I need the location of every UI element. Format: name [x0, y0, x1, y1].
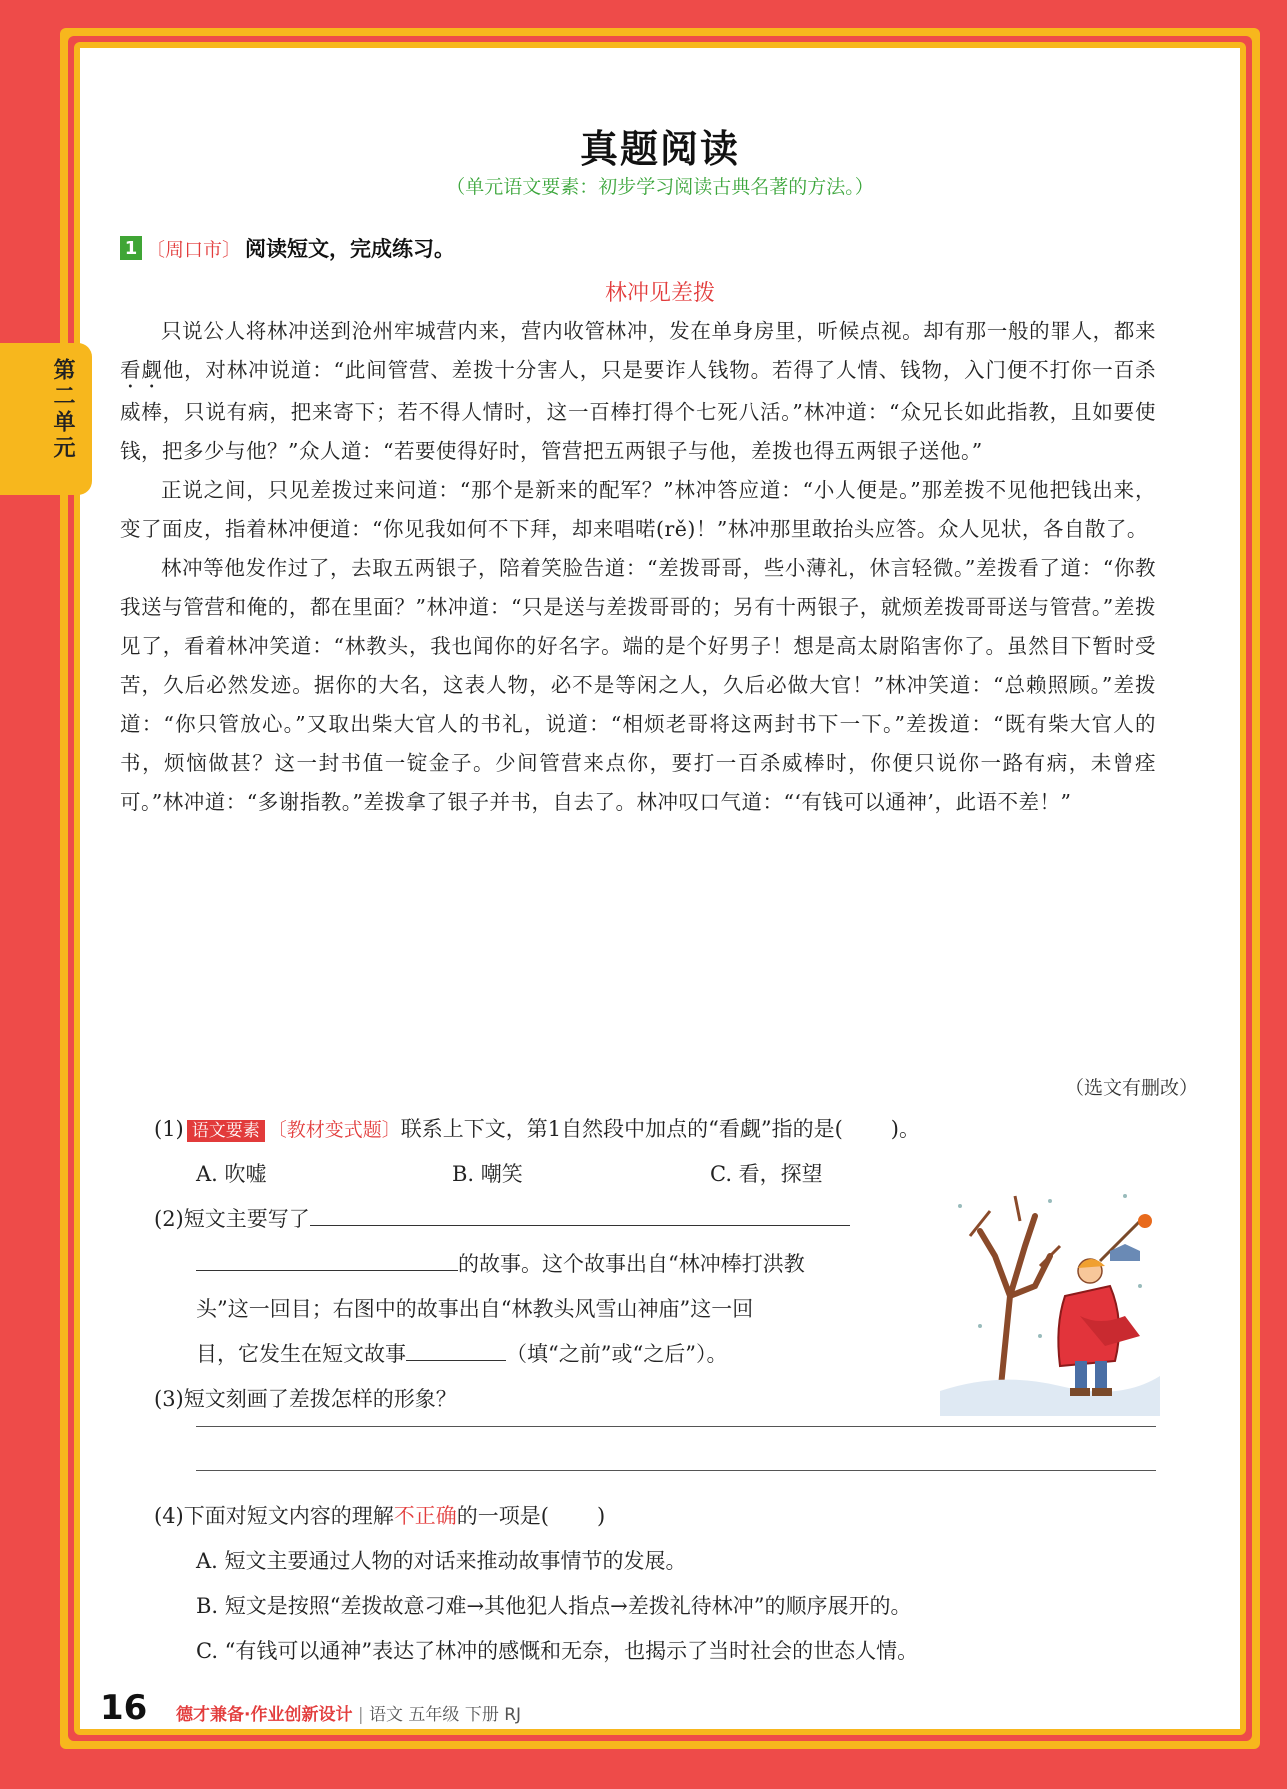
unit-tab-label: 第二单元 — [50, 358, 75, 462]
unit-side-tab — [0, 343, 92, 495]
paragraph-2: 正说之间，只见差拨过来问道：“那个是新来的配军？”林冲答应道：“小人便是。”那差拨不见他把钱出来，变了面皮，指着林冲便道：“你见我如何不下拜，却来唱喏(rě)！”林冲那里敢抬头应答。众人见状，各自散了。 — [120, 478, 1156, 541]
answer-blank[interactable] — [310, 1203, 850, 1226]
question-header — [120, 233, 455, 263]
sub-question-source: 〔教材变式题〕 — [267, 1119, 401, 1141]
excerpt-note: （选文有删改） — [1064, 1077, 1198, 1099]
story-title: 林冲见差拨 — [604, 281, 715, 306]
dotted-word: 看觑 — [120, 358, 163, 382]
lin-chong-snow-illustration — [940, 1176, 1160, 1416]
paragraph-3: 林冲等他发作过了，去取五两银子，陪着笑脸告道：“差拨哥哥，些小薄礼，休言轻微。”差拨看了道：“你教我送与管营和俺的，都在里面？”林冲道：“只是送与差拨哥哥的；另有十两银子，就烦差拨哥哥送与管营。”差拨见了，看着林冲笑道：“林教头，我也闻你的好名字。端的是个好男子！想是高太尉陷害你了。虽然目下暂时受苦，久后必然发迹。据你的大名，这表人物，必不是等闲之人，久后必做大官！”林冲笑道：“总赖照顾。”差拨道：“你只管放心。”又取出柴大官人的书礼，说道：“相烦老哥将这两封书下一下。”差拨道：“既有柴大官人的书，烦恼做甚？这一封书值一锭金子。少间管营来点你，要打一百杀威棒时，你便只说你一路有病，未曾痊可。”林冲道：“多谢指教。”差拨拿了银子并书，自去了。林冲叹口气道：“‘有钱可以通神’，此语不差！” — [120, 556, 1156, 814]
page-subtitle: （单元语文要素：初步学习阅读古典名著的方法。） — [446, 176, 874, 198]
question-instruction: 阅读短文，完成练习。 — [245, 237, 456, 261]
page-title: 真题阅读 — [579, 127, 740, 171]
footer-brand: 德才兼备·作业创新设计 — [176, 1705, 353, 1725]
footer-info: 德才兼备·作业创新设计 | 语文 五年级 下册 RJ — [176, 1705, 522, 1725]
page-content: 真题阅读 （单元语文要素：初步学习阅读古典名著的方法。） 1 〔周口市〕 阅读短文，完成练习。 林冲见差拨 只说公人将林冲送到沧州牢城营内来，营内收管林冲，发在单身房里，听候点视。却有那一般的罪人，都来看觑他，对林冲说道：“此间管营、差拨十分害人，只是要诈人钱物。若得了人情、钱物，入门便不打你一百杀威棒，只说有病，把来寄下；若不得人情时，这一百棒打得个七死八活。”林冲道：“众兄长如此指教，且如要使钱，把多少与他？”众人道：“若要使得好时，管营把五两银子与他，差拨也得五两银子送他。” 正说之间，只见差拨过来问道：“那个是新来的配军？”林冲答应道：“小人便是。”那差拨不见他把钱出来，变了面皮，指着林冲便道：“你见我如何不下拜，却来唱喏(rě)！”林冲那里敢抬头应答。众人见状，各自散了。 林冲等他发作过了，去取五两银子，陪着笑脸告道：“差拨哥哥，些小薄礼，休言轻微。”差拨看了道：“你教我送与管营和俺的，都在里面？”林冲道：“只是送与差拨哥哥的；另有十两银子，就烦差拨哥哥送与管营。”差拨见了，看着林冲笑道：“林教头，我也闻你的好名字。端的是个好男子！想是高太尉陷害你了。虽然目下暂时受苦，久后必然发迹。据你的大名，这表人物，必不是等闲之人，久后必做大官！”林冲笑道：“总赖照顾。”差拨道：“你只管放心。”又取出柴大官人的书礼，说道：“相烦老哥将这两封书下一下。”差拨道：“既有柴大官人的书，烦恼做甚？这一封书值一锭金子。少间管营来点你，要打一百杀威棒时，你便只说你一路有病，未曾痊可。”林冲道：“多谢指教。”差拨拿了银子并书，自去了。林冲叹口气道：“‘有钱可以通神’，此语不差！” （选文有删改） (1) 语文要素 〔教材变式题〕联系上下文，第1自然段中加点的“看觑”指的是( )。 A. 吹嘘 B. 嘲笑 C. 看，探望 (2)短文主要写了 的故事。这个故事出自“林冲棒打洪教 头”这一回目；右图中的故事出自“林教头风雪山神庙”这一回 目，它发生在短文故事 （填“之前”或“之后”）。 (3)短文刻画了差拨怎样的形象？ (4)下面对短文内容的理解不正确的一项是( ) A. 短文主要通过人物的对话来推动故事情节的发展。 B. 短文是按照“差拨故意刁难→其他犯人指点→差拨礼待林冲”的顺序展开的。 C. “有钱可以通神”表达了林冲的感慨和无奈，也揭示了当时社会的世态人情。 16 德才兼备·作业创新设计 | 语文 五年级 下册 RJ — [80, 48, 1240, 1729]
option-c[interactable]: C. “有钱可以通神”表达了林冲的感慨和无奈，也揭示了当时社会的世态人情。 — [196, 1639, 919, 1663]
option-a[interactable]: A. 短文主要通过人物的对话来推动故事情节的发展。 — [196, 1549, 687, 1573]
sub-question-4: (4)下面对短文内容的理解不正确的一项是( ) — [154, 1504, 606, 1528]
option-c[interactable]: C. 看，探望 — [710, 1162, 823, 1186]
story-text — [120, 312, 1156, 822]
element-tag: 语文要素 — [187, 1120, 265, 1142]
option-b[interactable]: B. 短文是按照“差拨故意刁难→其他犯人指点→差拨礼待林冲”的顺序展开的。 — [196, 1594, 912, 1618]
question-source: 〔周口市〕 — [146, 238, 242, 261]
answer-blank[interactable] — [406, 1338, 506, 1361]
question-number-badge: 1 — [120, 236, 142, 260]
page-number: 16 — [100, 1688, 148, 1728]
option-b[interactable]: B. 嘲笑 — [452, 1162, 523, 1186]
paragraph-1: 只说公人将林冲送到沧州牢城营内来，营内收管林冲，发在单身房里，听候点视。却有那一般的罪人，都来看觑他，对林冲说道：“此间管营、差拨十分害人，只是要诈人钱物。若得了人情、钱物，入门便不打你一百杀威棒，只说有病，把来寄下；若不得人情时，这一百棒打得个七死八活。”林冲道：“众兄长如此指教，且如要使钱，把多少与他？”众人道：“若要使得好时，管营把五两银子与他，差拨也得五两银子送他。” — [120, 319, 1157, 463]
answer-line[interactable] — [196, 1426, 1156, 1427]
option-a[interactable]: A. 吹嘘 — [196, 1162, 267, 1186]
sub-question-3: (3)短文刻画了差拨怎样的形象？ — [154, 1387, 457, 1411]
sub-question-2: (2)短文主要写了 — [154, 1203, 850, 1233]
footer-subject: 语文 五年级 下册 RJ — [369, 1705, 522, 1725]
sub-question-1: (1) 语文要素 〔教材变式题〕联系上下文，第1自然段中加点的“看觑”指的是( )。 — [154, 1117, 920, 1141]
answer-blank[interactable] — [196, 1248, 458, 1271]
answer-line[interactable] — [196, 1470, 1156, 1471]
